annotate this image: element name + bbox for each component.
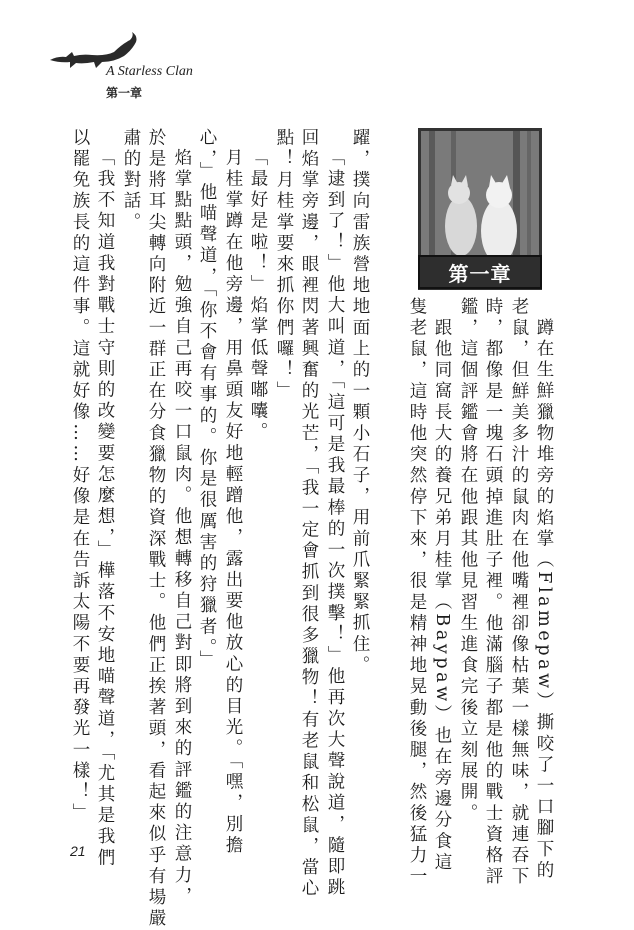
text-column: 於是將耳尖轉向附近一群正在分食獵物的資深戰士。他們正挨著頭，看起來似乎有場嚴 bbox=[146, 128, 166, 930]
text-column: 月桂掌蹲在他旁邊，用鼻頭友好地輕蹭他，露出要他放心的目光。「嘿，別擔 bbox=[223, 148, 243, 857]
text-column: 鑑，這個評鑑會將在他跟其他見習生進食完後立刻展開。 bbox=[458, 297, 478, 825]
text-column: 以罷免族長的這件事。這就好像……好像是在告訴太陽不要再發光一樣！」 bbox=[70, 128, 90, 825]
page-number: 21 bbox=[70, 843, 86, 859]
running-header bbox=[48, 30, 248, 100]
chapter-label: 第一章 bbox=[106, 86, 143, 100]
text-column: 「我不知道我對戰士守則的改變要怎麼想，」樺落不安地喵聲道，「尤其是我們 bbox=[95, 148, 115, 869]
chapter-banner: 第一章 bbox=[418, 255, 542, 289]
text-column: 時，都像是一塊石頭掉進肚子裡。他滿腦子都是他的戰士資格評 bbox=[483, 297, 503, 888]
text-column: 點！月桂掌要來抓你們囉！」 bbox=[274, 128, 294, 403]
text-column: 焰掌點點頭，勉強自己再咬一口鼠肉。他想轉移自己對即將到來的評鑑的注意力， bbox=[172, 148, 192, 908]
text-column: 「逮到了！」他大叫道，「這可是我最棒的一次撲擊！」他再次大聲說道，隨即跳 bbox=[325, 148, 345, 899]
text-column: 回焰掌旁邊，眼裡閃著興奮的光芒，「我一定會抓到很多獵物！有老鼠和松鼠，當心 bbox=[299, 128, 319, 900]
text-column: 「最好是啦！」焰掌低聲嘟囔。 bbox=[248, 148, 268, 444]
text-column: 躍，撲向雷族營地地面上的一顆小石子，用前爪緊緊抓住。 bbox=[350, 128, 370, 677]
text-column: 肅的對話。 bbox=[121, 128, 141, 234]
text-column: 老鼠，但鮮美多汁的鼠肉在他嘴裡卻像枯葉一樣無味，就連吞下 bbox=[509, 297, 529, 888]
text-column: 跟他同窩長大的養兄弟月桂掌（Baypaw）也在旁邊分食這 bbox=[432, 318, 452, 874]
text-column: 隻老鼠，這時他突然停下來，很是精神地晃動後腿，然後猛力一 bbox=[407, 297, 427, 888]
text-column: 蹲在生鮮獵物堆旁的焰掌（Flamepaw）撕咬了一口腳下的 bbox=[534, 318, 554, 882]
book-title: A Starless Clan bbox=[106, 64, 193, 79]
text-column: 心，」他喵聲道，「你不會有事的。你是很厲害的狩獵者。」 bbox=[197, 128, 217, 672]
